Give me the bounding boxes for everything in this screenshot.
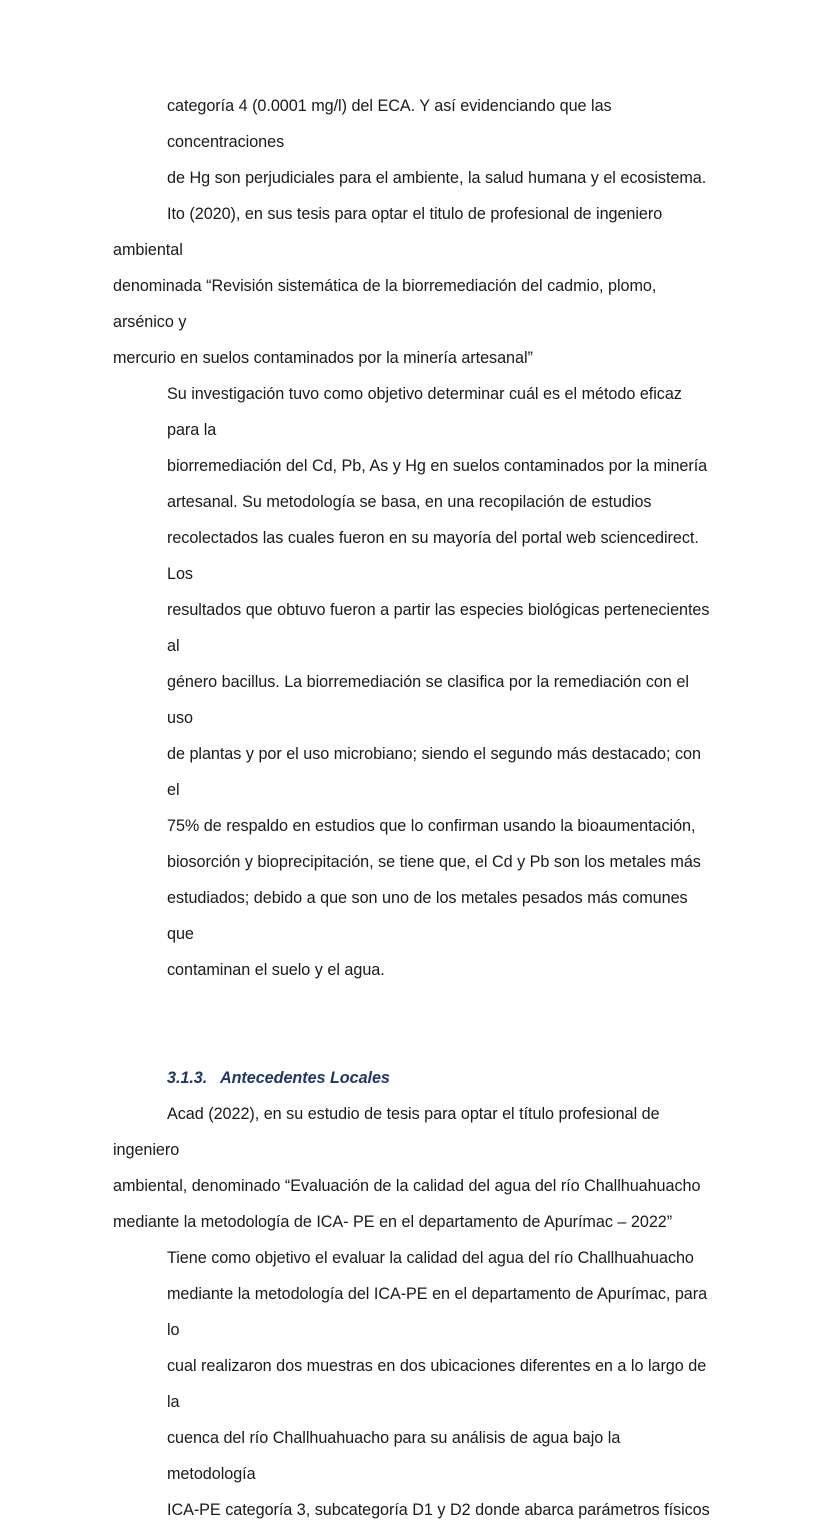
text-line: Acad (2022), en su estudio de tesis para optar el título profesional de ingeniero bbox=[113, 1105, 660, 1159]
paragraph-ito-body bbox=[167, 376, 712, 988]
top-margin-spacer bbox=[113, 0, 712, 18]
text-line: Ito (2020), en sus tesis para optar el titulo de profesional de ingeniero ambiental bbox=[113, 205, 663, 259]
text-line: cual realizaron dos muestras en dos ubicaciones diferentes en a lo largo de la bbox=[167, 1357, 707, 1411]
paragraph-eca-concentrations bbox=[167, 88, 712, 196]
document-body-column bbox=[113, 0, 712, 1528]
text-line: de Hg son perjudiciales para el ambiente, la salud humana y el ecosistema. bbox=[167, 169, 707, 187]
text-line: resultados que obtuvo fueron a partir las especies biológicas pertenecientes al bbox=[167, 601, 710, 655]
text-line: mediante la metodología del ICA-PE en el departamento de Apurímac, para lo bbox=[167, 1285, 708, 1339]
text-line: denominada “Revisión sistemática de la biorremediación del cadmio, plomo, arsénico y bbox=[113, 277, 657, 331]
text-line: ICA-PE categoría 3, subcategoría D1 y D2 donde abarca parámetros físicos bbox=[167, 1501, 710, 1519]
text-line: biorremediación del Cd, Pb, As y Hg en suelos contaminados por la minería bbox=[167, 457, 708, 475]
paragraph-ito-intro bbox=[113, 196, 712, 376]
paragraph-acad-body bbox=[167, 1240, 712, 1528]
text-line: cuenca del río Challhuahuacho para su análisis de agua bajo la metodología bbox=[167, 1429, 621, 1483]
text-line: biosorción y bioprecipitación, se tiene que, el Cd y Pb son los metales más bbox=[167, 853, 701, 871]
top-margin-spacer-3 bbox=[113, 36, 712, 88]
text-line: artesanal. Su metodología se basa, en una recopilación de estudios bbox=[167, 493, 652, 511]
text-line: estudiados; debido a que son uno de los metales pesados más comunes que bbox=[167, 889, 688, 943]
text-line: Su investigación tuvo como objetivo determinar cuál es el método eficaz para la bbox=[167, 385, 682, 439]
blank-line-2 bbox=[113, 1024, 712, 1060]
paragraph-acad-intro bbox=[113, 1096, 712, 1240]
text-line: Tiene como objetivo el evaluar la calidad del agua del río Challhuahuacho bbox=[167, 1249, 694, 1267]
blank-line-1 bbox=[113, 988, 712, 1024]
text-line: 75% de respaldo en estudios que lo confirman usando la bioaumentación, bbox=[167, 817, 696, 835]
text-line: mercurio en suelos contaminados por la minería artesanal” bbox=[113, 349, 533, 367]
text-line: categoría 4 (0.0001 mg/l) del ECA. Y así evidenciando que las concentraciones bbox=[167, 97, 612, 151]
text-line: de plantas y por el uso microbiano; siendo el segundo más destacado; con el bbox=[167, 745, 701, 799]
text-line: mediante la metodología de ICA- PE en el departamento de Apurímac – 2022” bbox=[113, 1213, 673, 1231]
text-line: género bacillus. La biorremediación se clasifica por la remediación con el uso bbox=[167, 673, 689, 727]
top-margin-spacer-2 bbox=[113, 18, 712, 36]
section-heading-antecedentes-locales: 3.1.3. Antecedentes Locales bbox=[167, 1069, 390, 1087]
text-line: contaminan el suelo y el agua. bbox=[167, 961, 385, 979]
text-line: ambiental, denominado “Evaluación de la calidad del agua del río Challhuahuacho bbox=[113, 1177, 701, 1195]
text-line: recolectados las cuales fueron en su mayoría del portal web sciencedirect. Los bbox=[167, 529, 699, 583]
